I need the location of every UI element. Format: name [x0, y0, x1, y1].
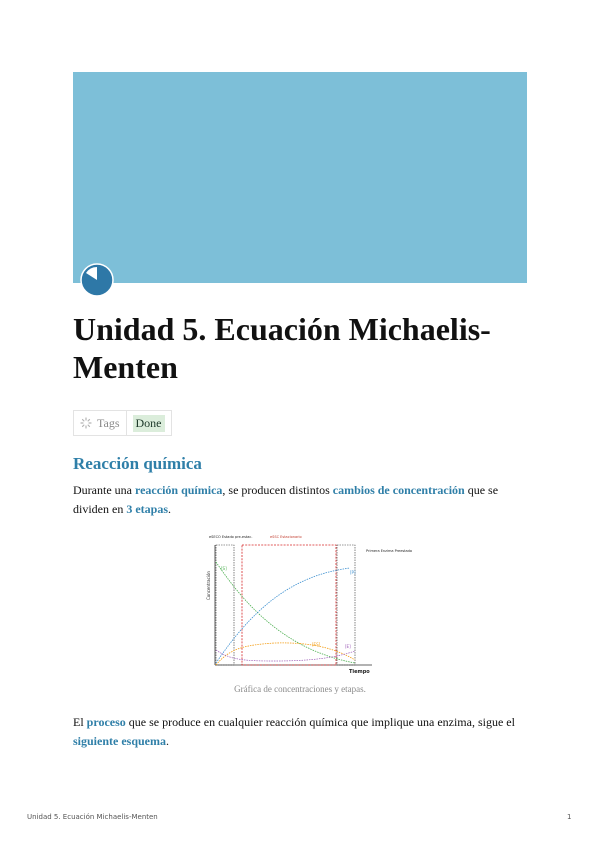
tags-value[interactable] — [127, 411, 171, 435]
footer-title: Unidad 5. Ecuación Michaelis-Menten — [27, 813, 158, 821]
text: que se produce en cualquier reacción química que implique una enzima, sigue el — [125, 715, 515, 729]
cover-image[interactable] — [73, 72, 527, 283]
properties-row — [73, 410, 172, 436]
tags-label: Tags — [97, 415, 120, 430]
text: que se dividen en — [73, 483, 499, 516]
footer-page-number: 1 — [567, 813, 572, 821]
figure-caption: Gráfica de concentraciones y etapas. — [234, 684, 366, 694]
loading-icon — [80, 417, 92, 429]
paragraph-1 — [73, 481, 533, 519]
section-heading: Reacción química — [73, 454, 202, 473]
series-label-p: [P] — [350, 570, 356, 575]
text: . — [168, 502, 171, 516]
tag-done[interactable]: Done — [133, 415, 165, 432]
text: El — [73, 715, 87, 729]
text: . — [166, 734, 169, 748]
series-label-s: [S] — [221, 566, 227, 571]
figure-label-stationary: eSSC Estacionario — [270, 535, 302, 539]
paragraph-2 — [73, 713, 533, 751]
concentration-stages-figure — [200, 530, 413, 680]
figure-xlabel: Tiempo — [349, 669, 370, 675]
pie-chart-icon[interactable] — [80, 263, 114, 297]
highlight-3-etapas: 3 etapas — [126, 502, 168, 516]
highlight-reaccion-quimica: reacción química — [134, 483, 223, 497]
figure-label-post: Primera Enzima Preestado — [366, 549, 413, 553]
page-title: Unidad 5. Ecuación Michaelis-Menten — [73, 311, 491, 385]
series-label-e: [E] — [345, 644, 351, 649]
figure-ylabel: Concentración — [206, 571, 211, 600]
series-label-es: [ES] — [312, 642, 321, 647]
text: Durante una — [73, 483, 135, 497]
highlight-proceso: proceso — [86, 715, 126, 729]
figure-label-pre: eSECO Estado pre-estac. — [209, 535, 253, 539]
tags-property[interactable] — [74, 411, 127, 435]
highlight-siguiente-esquema: siguiente esquema — [73, 734, 166, 748]
highlight-cambios-concentracion: cambios de concentración — [332, 483, 465, 497]
text: , se producen distintos — [222, 483, 333, 497]
